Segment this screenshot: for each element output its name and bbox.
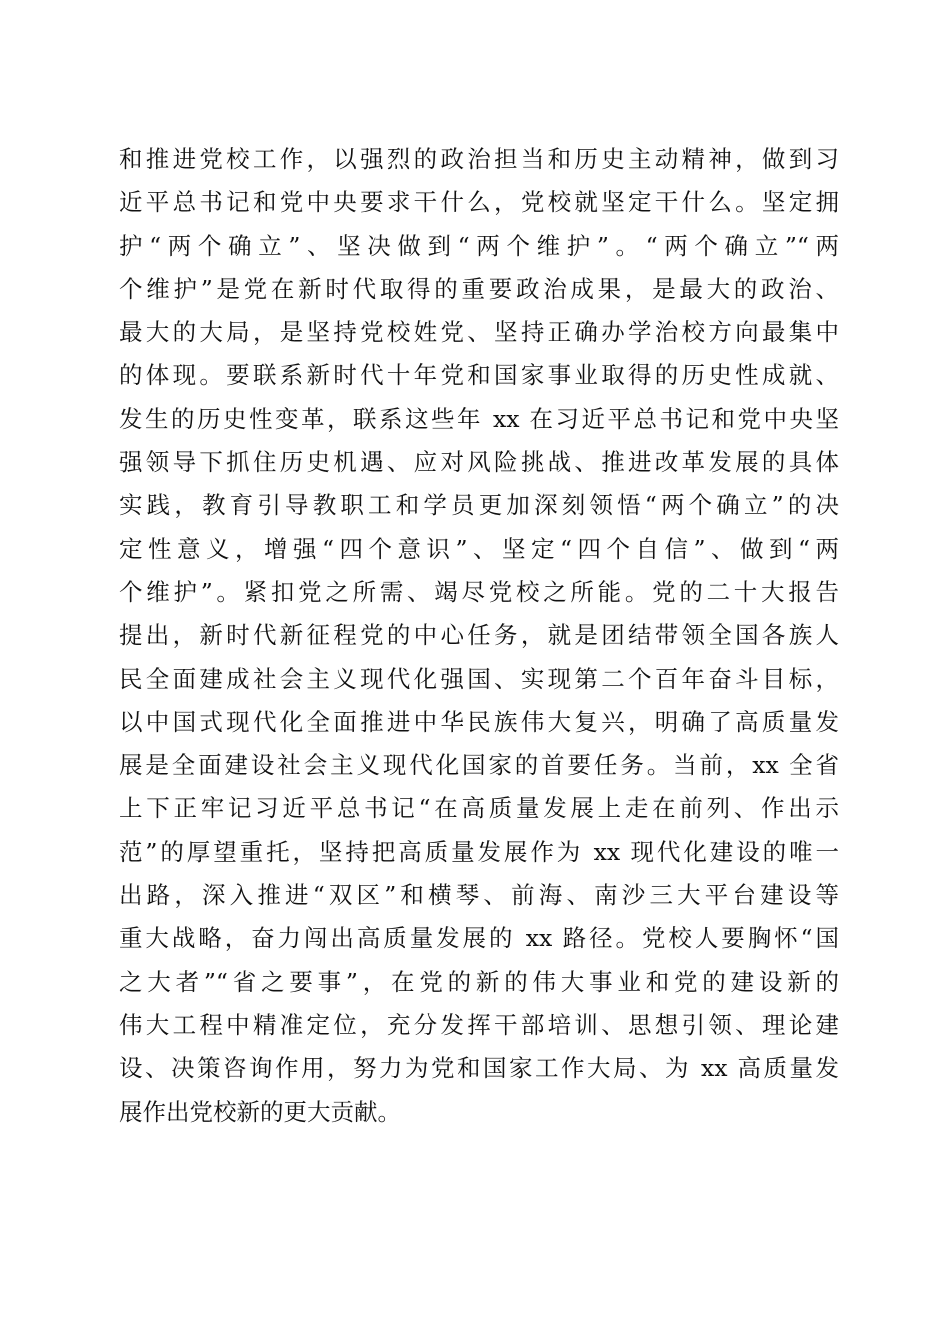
text-line: 重大战略，奋力闯出高质量发展的 xx 路径。党校人要胸怀“国 (119, 924, 839, 953)
text-line: 个维护”是党在新时代取得的重要政治成果，是最大的政治、 (119, 274, 839, 303)
text-line: 之大者”“省之要事”，在党的新的伟大事业和党的建设新的 (119, 967, 839, 996)
body-paragraph (119, 138, 839, 1134)
text-line: 个维护”。紧扣党之所需、竭尽党校之所能。党的二十大报告 (119, 577, 839, 606)
text-line: 最大的大局，是坚持党校姓党、坚持正确办学治校方向最集中 (119, 318, 839, 347)
text-line: 发生的历史性变革，联系这些年 xx 在习近平总书记和党中央坚 (119, 404, 839, 433)
text-line: 伟大工程中精准定位，充分发挥干部培训、思想引领、理论建 (119, 1010, 839, 1039)
text-line: 出路，深入推进“双区”和横琴、前海、南沙三大平台建设等 (119, 881, 839, 910)
text-line: 展是全面建设社会主义现代化国家的首要任务。当前，xx 全省 (119, 751, 839, 780)
text-line: 设、决策咨询作用，努力为党和国家工作大局、为 xx 高质量发 (119, 1054, 839, 1083)
text-line: 上下正牢记习近平总书记“在高质量发展上走在前列、作出示 (119, 794, 839, 823)
text-line: 民全面建成社会主义现代化强国、实现第二个百年奋斗目标， (119, 664, 839, 693)
text-line: 护“两个确立”、坚决做到“两个维护”。“两个确立”“两 (119, 231, 839, 260)
text-line: 范”的厚望重托，坚持把高质量发展作为 xx 现代化建设的唯一 (119, 837, 839, 866)
text-line: 提出，新时代新征程党的中心任务，就是团结带领全国各族人 (119, 621, 839, 650)
text-line: 强领导下抓住历史机遇、应对风险挑战、推进改革发展的具体 (119, 448, 839, 477)
text-line: 以中国式现代化全面推进中华民族伟大复兴，明确了高质量发 (119, 707, 839, 736)
text-line-last: 展作出党校新的更大贡献。 (119, 1097, 401, 1126)
text-line: 定性意义，增强“四个意识”、坚定“四个自信”、做到“两 (119, 534, 839, 563)
text-line: 近平总书记和党中央要求干什么，党校就坚定干什么。坚定拥 (119, 188, 839, 217)
text-line: 和推进党校工作，以强烈的政治担当和历史主动精神，做到习 (119, 145, 839, 173)
text-line: 实践，教育引导教职工和学员更加深刻领悟“两个确立”的决 (119, 491, 839, 520)
text-line: 的体现。要联系新时代十年党和国家事业取得的历史性成就、 (119, 361, 839, 390)
